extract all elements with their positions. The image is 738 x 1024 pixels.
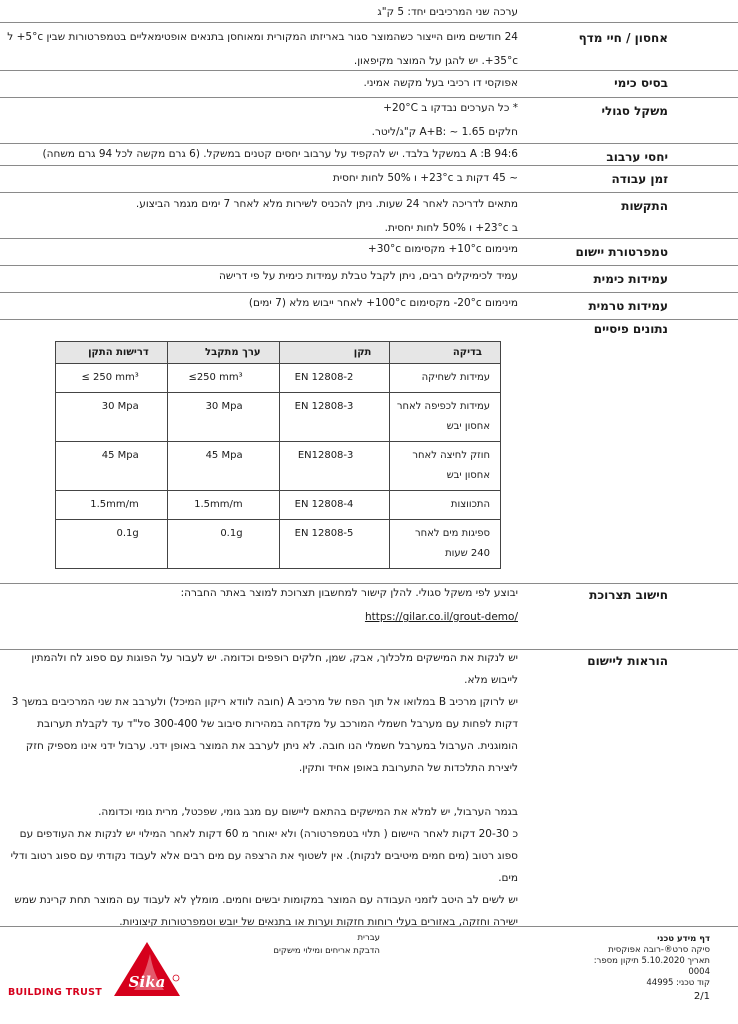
instruction-line: דקות לפחות עם מערבל חשמלי המורכב על מקדחה במהירות סיבוב של 300-400 סל"ד עד לקבלת תערובת: [37, 718, 518, 730]
table-header-requirement: דרישות התקן: [56, 342, 168, 364]
table-cell-test: חוזק לחיצה לאחר אחסון יבש: [390, 442, 501, 491]
row-content: [0, 581, 518, 629]
table-cell-value: ≤250 mm³: [167, 364, 279, 393]
table-cell-requirement: 45 Mpa: [56, 442, 168, 491]
date-revision: תאריך 5.10.2020 תיקון מספר: 0004: [593, 956, 710, 977]
language-label: עברית: [357, 933, 380, 943]
row-label: משקל סגולי: [601, 104, 668, 118]
category-label: הדבקת אריחים ומילוי מישקים: [273, 946, 380, 956]
table-cell-requirement: 30 Mpa: [56, 393, 168, 442]
technical-code: קוד טכני: 44995: [646, 978, 710, 988]
table-row: [56, 442, 501, 491]
table-cell-value: 30 Mpa: [167, 393, 279, 442]
instruction-line: ספוג רטוב (מים חמים מיטיבים לנקות). אין לשטוף את הרצפה עם מים רבים אלא לעבוד נקודתי עם ספוג רטוב ודלי: [10, 850, 518, 862]
table-cell-standard: EN12808-3: [279, 442, 390, 491]
footer-category-info: [230, 932, 380, 958]
row-content: * כל הערכים נבדקו ב 20°C+ חלקים A+B: ~ 1.65 ק"ג/ליטר.: [371, 102, 518, 138]
instruction-line: ליצירת התלכדות של התערובת באופן אחיד ותקין.: [298, 762, 518, 774]
instruction-line: ישירה וחזקה, באזורים בעלי רוחות חזקות וערות או בתנאים של יובש וטמפרטורות קיצוניות.: [119, 916, 518, 928]
row-application-temperature: [0, 238, 738, 265]
row-label: עמידות טרמית: [588, 299, 668, 313]
row-content: 24 חודשים מיום הייצור כשהמוצר סגור באריזתו המקורית ומאוחסן בתנאים אופטימאליים בטמפרטורות שבין 5°c+ ל 35°c+. יש להגן על המוצר מקיפאון.: [7, 31, 518, 67]
row-label: נתונים פיסיים: [593, 322, 668, 336]
row-content: מתאים לדריכה לאחר 24 שעות. ניתן להכניס לשירות מלא לאחר 7 ימים מגמר הביצוע. ב 23°c+ ו 50% לחות יחסית.: [135, 198, 518, 234]
row-chemical-resistance: [0, 265, 738, 292]
row-label: התקשות: [621, 199, 668, 213]
row-label: עמידות כימית: [593, 272, 668, 286]
table-cell-standard: EN 12808-3: [279, 393, 390, 442]
row-label: יחסי ערבוב: [606, 150, 668, 164]
footer-divider: [0, 926, 738, 927]
page-number: 2/1: [693, 991, 710, 1002]
table-cell-test: עמידות לשחיקה: [390, 364, 501, 393]
table-header-test: בדיקה: [390, 342, 501, 364]
row-mixing-ratio: [0, 143, 738, 165]
row-storage: [0, 22, 738, 70]
table-row: [56, 520, 501, 569]
instruction-line: הומוגנית. הערבול במערבל חשמלי הנו חובה. לא ניתן לערבב את המוצר באופן ידני. ערבול ידני אינו מספיק חזק: [25, 740, 518, 752]
instruction-line: מים.: [498, 872, 518, 884]
table-row: [56, 393, 501, 442]
row-content: מינימום 20°c- מקסימום 100°c+ לאחר ייבוש מלא (7 ימים): [248, 297, 518, 309]
svg-text:Sika: Sika: [128, 973, 166, 991]
consumption-text: יבוצע לפי משקל סגולי. להלן קישור למחשבון תצרוכת למוצר באתר החברה:: [180, 587, 518, 599]
row-label: טמפרטורת יישום: [575, 245, 668, 259]
row-label: זמן עבודה: [611, 172, 668, 186]
row-label: אחסון / חיי מדף: [578, 31, 668, 45]
instruction-line: יש לנקות את המישקים מלכלוך, אבק, שמן, חלקים רופפים וכדומה. יש לעבור על הפוגות עם ספוג לח ולהמתין: [31, 652, 518, 664]
row-content: עמיד לכימיקלים רבים, ניתן לקבל טבלת עמידות כימית על פי דרישה: [219, 270, 518, 282]
physical-properties-table: [55, 341, 501, 569]
table-cell-value: 0.1g: [167, 520, 279, 569]
row-content: אפוקסי דו רכיבי בעל מקשה אמיני.: [363, 77, 518, 89]
product-name: סיקה סרט®-רובה אפוקסית: [608, 945, 710, 955]
instruction-line: כ 20-30 דקות לאחר היישום ( תלוי בטמפרטורה) ולא יאוחר מ 60 דקות לאחר המילוי יש לנקות את העודפים עם: [19, 828, 518, 840]
instruction-line: יש לרוקן מרכיב B במלואו אל תוך הפח של מרכיב A (חובה לוודא ריקון המיכל) ולערבב את שני המרכיבים במשך 3: [11, 696, 518, 708]
instruction-line: יש לשים לב היטב לזמני העבודה עם המוצר במקומות יבשים וחמים. מומלץ לא לעבוד עם המוצר תחת קרינת שמש: [14, 894, 518, 906]
table-cell-standard: EN 12808-4: [279, 491, 390, 520]
table-header-value: ערך מתקבל: [167, 342, 279, 364]
row-label: הוראות ליישום: [587, 654, 668, 668]
table-cell-test: עמידות לכפיפה לאחר אחסון יבש: [390, 393, 501, 442]
instruction-line: לייבוש מלא.: [464, 674, 518, 686]
row-label: חישוב תצרוכת: [589, 588, 668, 602]
table-cell-value: 45 Mpa: [167, 442, 279, 491]
instruction-line: [6, 779, 518, 801]
table-cell-requirement: ≤ 250 mm³: [56, 364, 168, 393]
row-consumption: [0, 583, 738, 649]
brand-slogan: BUILDING TRUST: [8, 987, 103, 998]
row-chemical-base: [0, 70, 738, 97]
table-cell-test: ספיגות מים לאחר 240 שעות: [390, 520, 501, 569]
sika-logo-icon: [112, 940, 182, 998]
table-cell-requirement: 0.1g: [56, 520, 168, 569]
sheet-title: דף מידע טכני: [657, 934, 710, 944]
row-instructions: [0, 649, 738, 926]
calculator-link[interactable]: https://gilar.co.il/grout-demo/: [364, 611, 518, 623]
table-cell-test: התכווצות: [390, 491, 501, 520]
table-cell-value: 1.5mm/m: [167, 491, 279, 520]
row-content: מינימום 10°c+ מקסימום 30°c+: [367, 243, 518, 255]
table-cell-requirement: 1.5mm/m: [56, 491, 168, 520]
row-content: A :B 94:6 במשקל בלבד. יש להקפיד על ערבוב יחסים קטנים במשקל. (6 גרם מקשה לכל 94 גרם משחה): [42, 148, 518, 160]
footer-product-info: [580, 934, 710, 989]
row-label: בסיס כימי: [614, 76, 668, 90]
table-row: [56, 491, 501, 520]
table-cell-standard: EN 12808-2: [279, 364, 390, 393]
row-working-time: [0, 165, 738, 192]
row-specific-weight: [0, 97, 738, 143]
table-header-row: [56, 342, 501, 364]
table-row: [56, 364, 501, 393]
table-header-standard: תקן: [279, 342, 390, 364]
row-content: [0, 647, 518, 933]
instruction-line: בגמר הערבול, יש למלא את המישקים בהתאם ליישום עם מגב גומי, שפכטל, מרית גומי וכדומה.: [98, 806, 518, 818]
row-thermal-resistance: [0, 292, 738, 319]
table-cell-standard: EN 12808-5: [279, 520, 390, 569]
row-hardening: [0, 192, 738, 238]
header-line: ערכה שני המרכיבים יחד: 5 ק"ג: [377, 6, 518, 18]
row-content: ~ 45 דקות ב 23°c+ ו 50% לחות יחסית: [332, 172, 518, 184]
